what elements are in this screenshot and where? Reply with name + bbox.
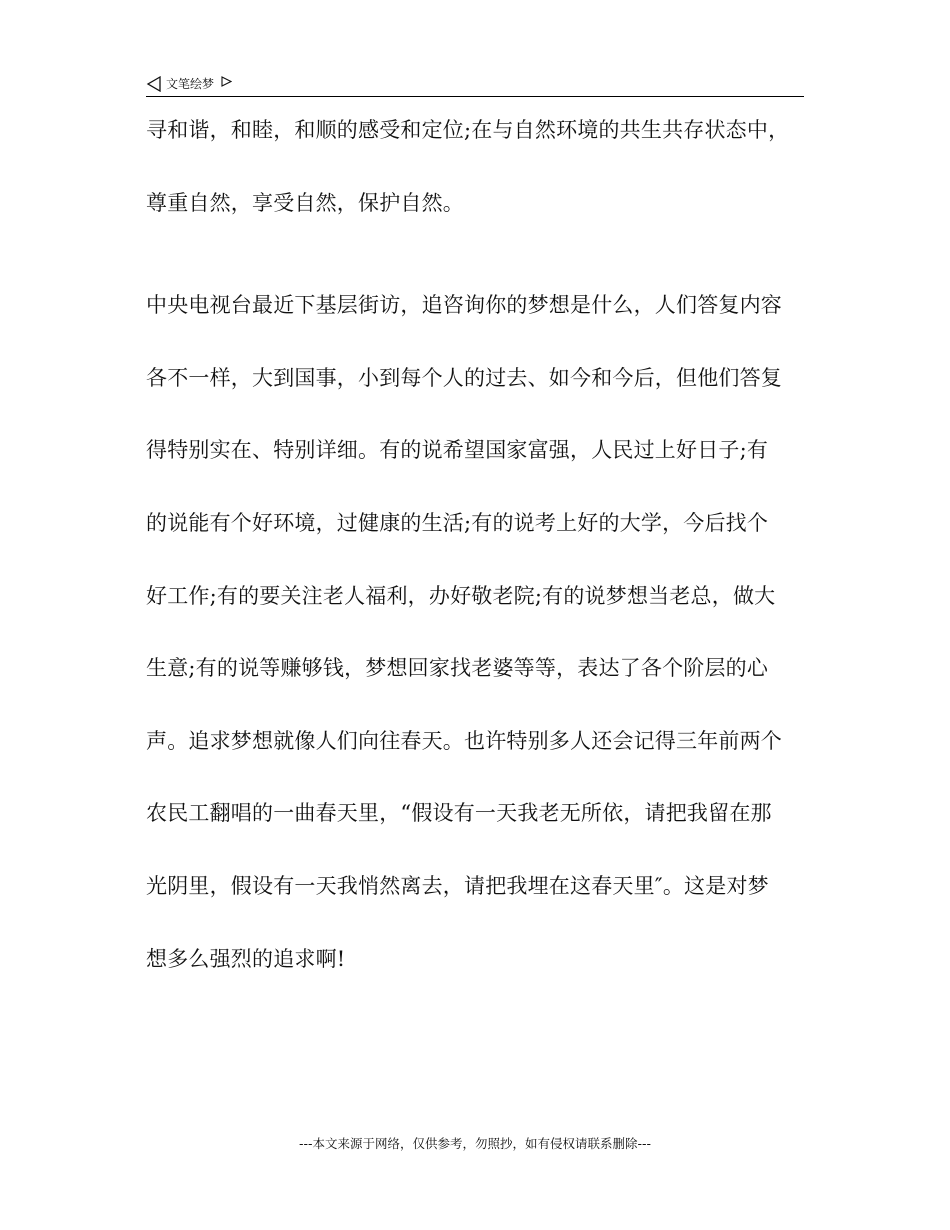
paragraph-dreams <box>146 287 806 976</box>
text-line: 农民工翻唱的一曲春天里，“假设有一天我老无所依，请把我留在那 <box>146 801 772 826</box>
document-body <box>146 112 806 1013</box>
text-line: 好工作;有的要关注老人福利，办好敬老院;有的说梦想当老总，做大 <box>146 583 776 608</box>
text-line: 尊重自然，享受自然，保护自然。 <box>146 190 464 215</box>
paragraph-gap <box>146 257 806 287</box>
footer-disclaimer: ---本文来源于网络，仅供参考，勿照抄，如有侵权请联系删除--- <box>298 1136 652 1151</box>
header-title: 文笔绘梦 <box>166 77 215 91</box>
text-line: 光阴里，假设有一天我悄然离去，请把我埋在这春天里″。这是对梦 <box>146 873 769 898</box>
text-line: 的说能有个好环境，过健康的生活;有的说考上好的大学，今后找个 <box>146 510 769 535</box>
text-line: 中央电视台最近下基层街访，追咨询你的梦想是什么，人们答复内容 <box>146 293 782 318</box>
header-brand <box>146 75 232 92</box>
text-line: 生意;有的说等赚够钱，梦想回家找老婆等等，表达了各个阶层的心 <box>146 656 769 681</box>
text-line: 寻和谐，和睦，和顺的感受和定位;在与自然环境的共生共存状态中， <box>146 118 790 142</box>
text-line: 各不一样，大到国事，小到每个人的过去、如今和今后，但他们答复 <box>146 365 782 390</box>
paragraph-harmony <box>146 112 806 221</box>
text-line: 想多么强烈的追求啊! <box>146 946 346 971</box>
page-header <box>146 72 804 97</box>
text-line: 得特别实在、特别详细。有的说希望国家富强，人民过上好日子;有 <box>146 438 769 463</box>
text-line: 声。追求梦想就像人们向往春天。也许特别多人还会记得三年前两个 <box>146 728 782 753</box>
triangle-right-icon <box>221 76 232 87</box>
triangle-left-icon <box>146 76 162 92</box>
